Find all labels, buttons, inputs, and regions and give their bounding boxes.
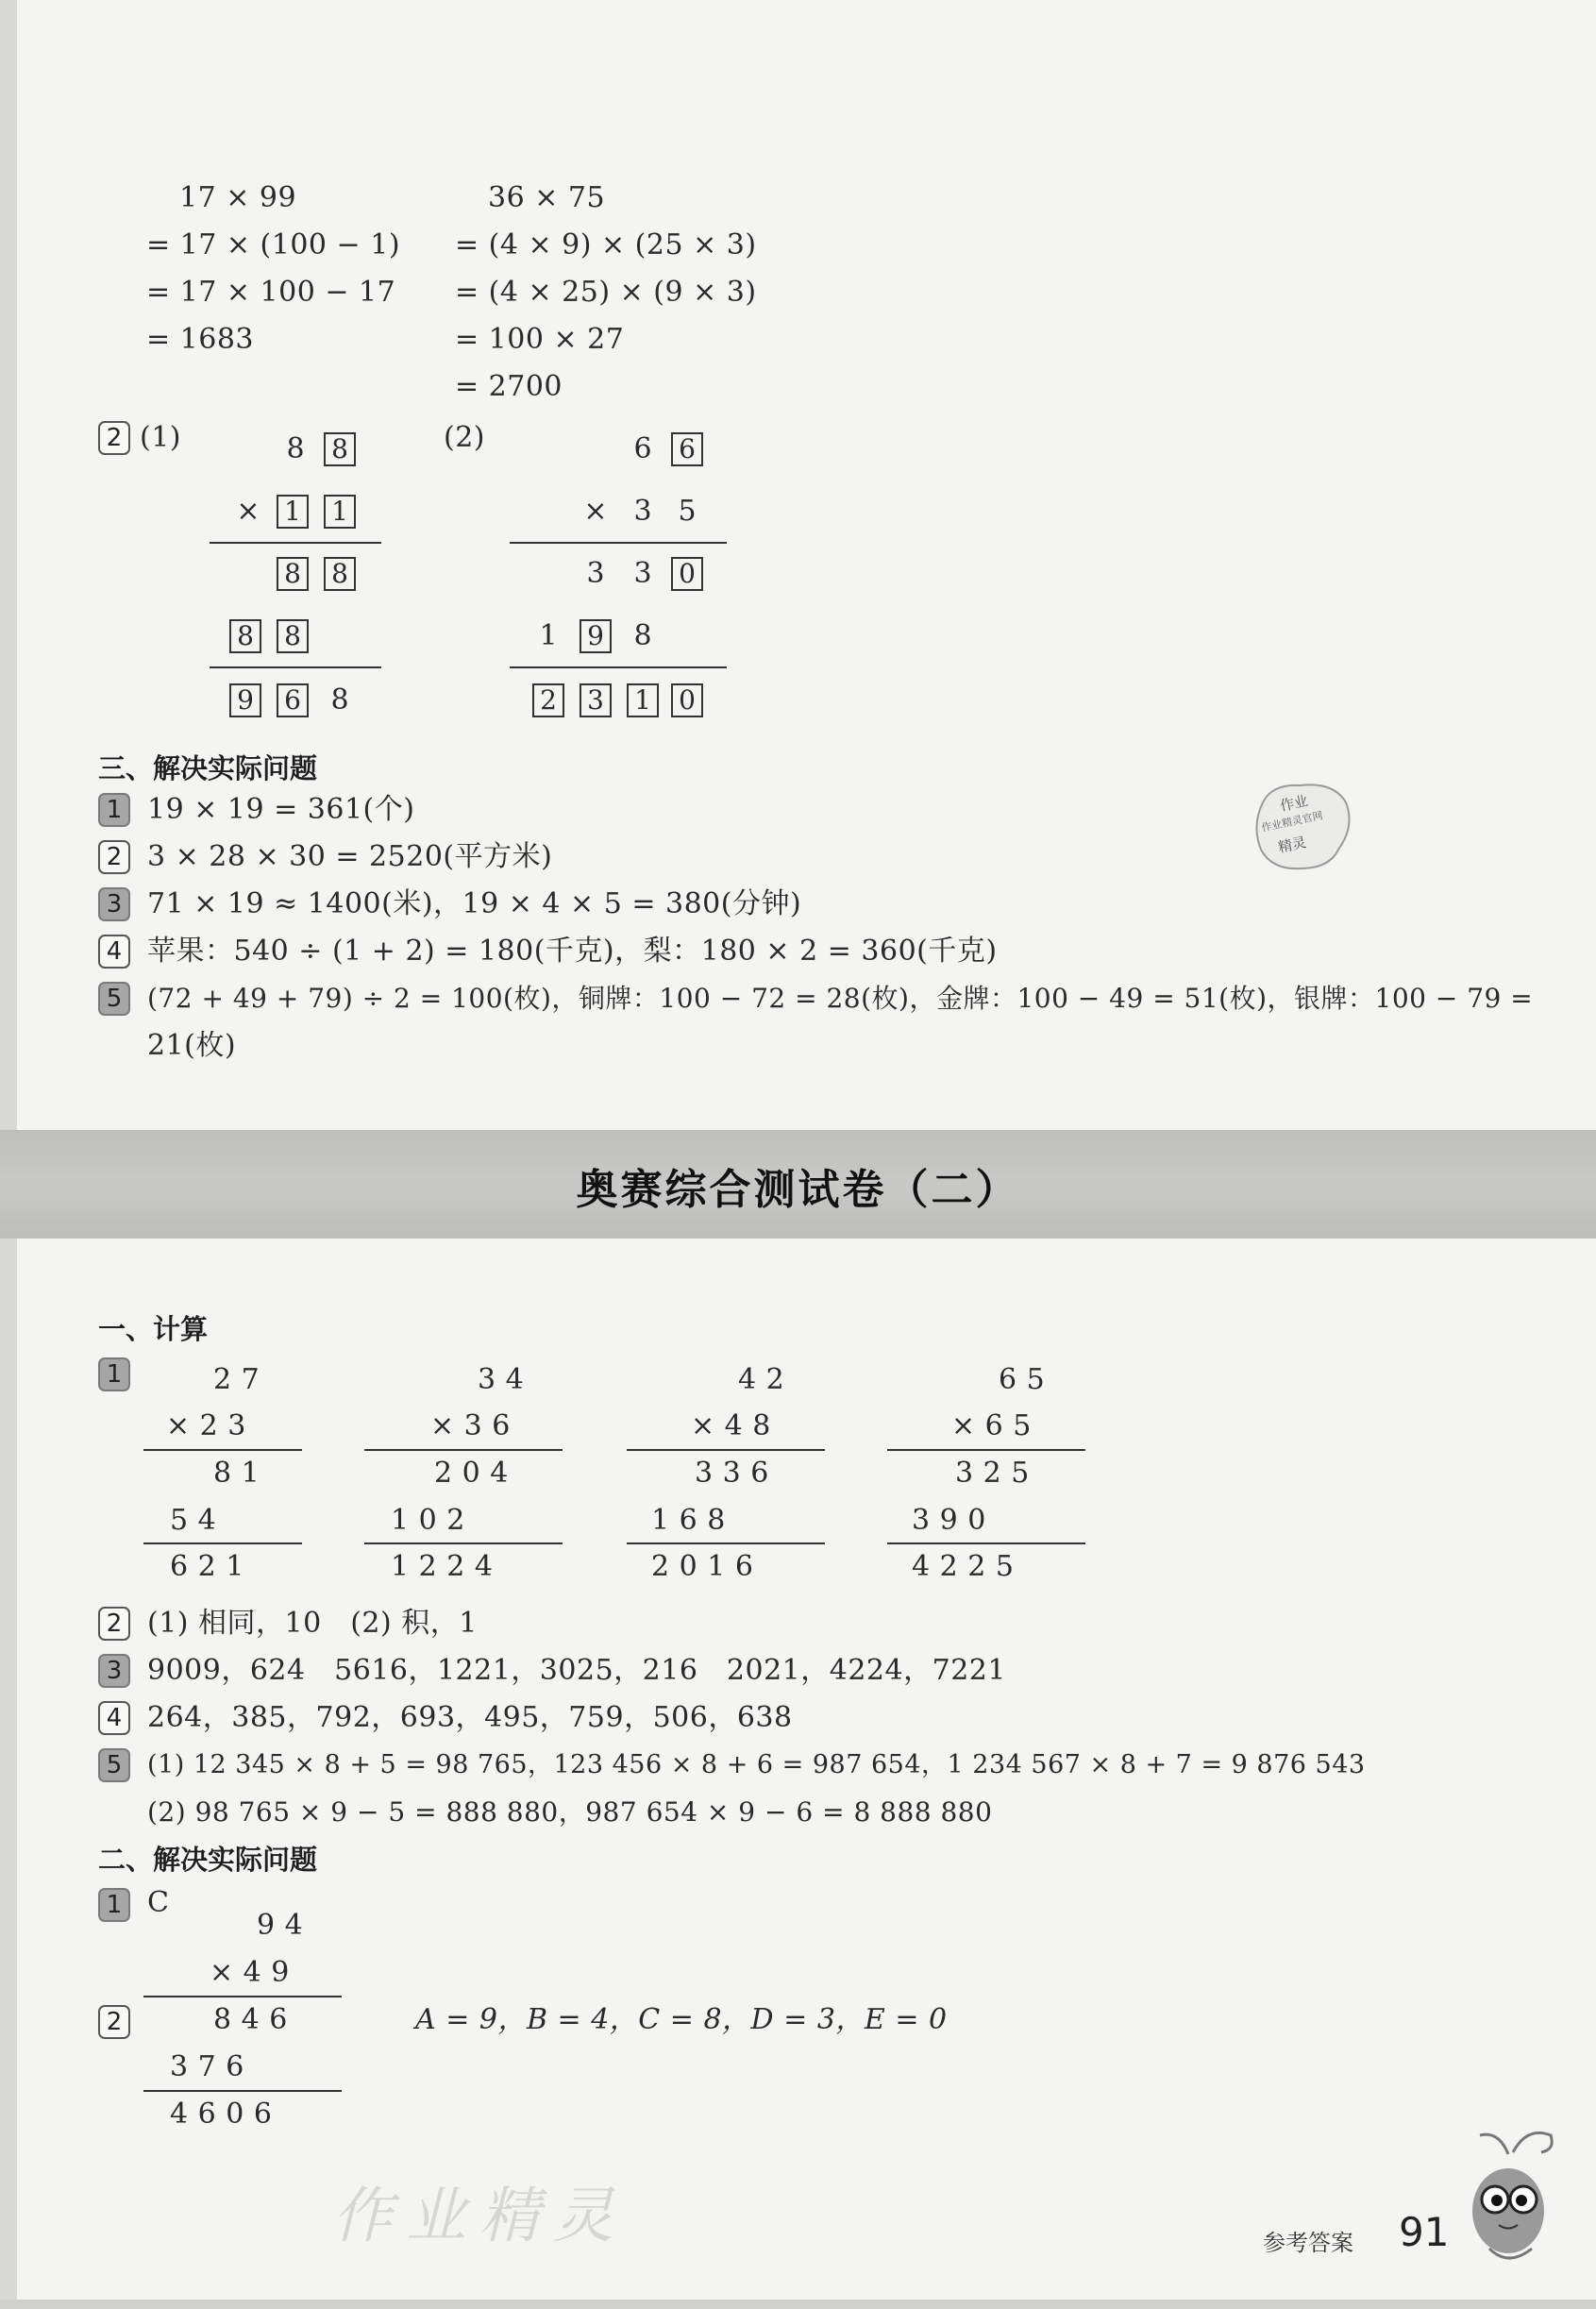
mult-row: 8 1 <box>213 1457 260 1490</box>
answer-box: 3 <box>580 683 612 717</box>
answer-box: 1 <box>627 683 659 717</box>
mult-row: 3 9 0 <box>912 1504 986 1537</box>
mult-row: 1 0 2 <box>391 1504 465 1537</box>
calc-line: = 17 × (100 − 1) <box>146 228 401 261</box>
divider-line <box>364 1449 563 1451</box>
mult-row: × 2 3 <box>166 1409 246 1442</box>
watermark-text: 作业精灵 <box>332 2182 627 2251</box>
mult-row: 2 0 1 6 <box>651 1550 754 1583</box>
question-number-badge: 1 <box>98 793 130 827</box>
answer-text: (2) 98 765 × 9 − 5 = 888 880，987 654 × 9 − 6 = 8 888 880 <box>147 1796 993 1828</box>
question-number-badge: 2 <box>98 1607 130 1641</box>
calc-line: = 17 × 100 − 17 <box>146 276 396 309</box>
divider-line <box>510 666 727 668</box>
question-number-badge: 5 <box>98 1748 130 1782</box>
mult-row: 2 7 <box>213 1363 260 1396</box>
section-heading: 三、解决实际问题 <box>98 752 318 784</box>
digit: 8 <box>286 432 305 465</box>
mult-row: 6 2 1 <box>170 1550 244 1583</box>
digit: 3 <box>633 495 652 528</box>
mult-row: 1 2 2 4 <box>391 1550 494 1583</box>
mult-row: 4 2 2 5 <box>912 1550 1015 1583</box>
digit: 8 <box>633 619 652 652</box>
answer-text: C <box>147 1886 170 1919</box>
divider-line <box>510 542 727 544</box>
mult-row: 4 2 <box>738 1363 785 1396</box>
answer-box: 8 <box>277 557 309 591</box>
calc-line: = 100 × 27 <box>455 323 625 356</box>
page-bottom-edge <box>0 2300 1596 2309</box>
digit: 5 <box>678 495 697 528</box>
question-number-badge: 3 <box>98 1654 130 1688</box>
calc-line: = (4 × 9) × (25 × 3) <box>455 228 757 261</box>
divider-line <box>364 1542 563 1544</box>
digit: 1 <box>539 619 558 652</box>
part-label: (1) <box>140 421 181 454</box>
mult-row: 3 3 6 <box>695 1457 769 1490</box>
answer-text: (72 + 49 + 79) ÷ 2 = 100(枚)，铜牌：100 − 72 = 28(枚)，金牌：100 − 49 = 51(枚)，银牌：100 − 79 = <box>147 983 1534 1014</box>
mult-row: 9 4 <box>257 1909 304 1942</box>
answer-box: 0 <box>671 557 703 591</box>
divider-line <box>143 2090 342 2092</box>
divider-line <box>143 1542 302 1544</box>
answer-text: 71 × 19 ≈ 1400(米)，19 × 4 × 5 = 380(分钟) <box>147 887 802 920</box>
part-label: (2) <box>444 421 485 454</box>
divider-line <box>143 1996 342 1997</box>
calc-line: 36 × 75 <box>488 181 606 214</box>
answer-box: 2 <box>532 683 564 717</box>
mult-row: 2 0 4 <box>434 1457 509 1490</box>
answer-box: 8 <box>229 619 261 653</box>
mascot-icon <box>1461 2126 1565 2267</box>
mult-row: 6 5 <box>999 1363 1046 1396</box>
answer-text: 21(枚) <box>147 1029 237 1062</box>
section-heading: 一、计算 <box>98 1313 209 1345</box>
mult-row: 3 2 5 <box>955 1457 1030 1490</box>
calc-line: = 2700 <box>455 370 563 403</box>
answer-text: 苹果：540 ÷ (1 + 2) = 180(千克)，梨：180 × 2 = 360(千克) <box>147 935 998 968</box>
answer-box: 0 <box>671 683 703 717</box>
mult-row: × 4 8 <box>691 1409 771 1442</box>
answer-text: 9009，624 5616，1221，3025，216 2021，4224，7221 <box>147 1654 1006 1687</box>
mult-row: 3 7 6 <box>170 2050 244 2083</box>
digit: 6 <box>633 432 652 465</box>
times-sign: × <box>236 495 260 528</box>
page-number: 91 <box>1399 2209 1450 2255</box>
question-number-badge: 3 <box>98 887 130 921</box>
answer-box: 6 <box>277 683 309 717</box>
mult-row: × 6 5 <box>951 1409 1032 1442</box>
question-number-badge: 2 <box>98 421 130 455</box>
answer-text: A = 9，B = 4，C = 8，D = 3，E = 0 <box>415 2003 948 2036</box>
answer-box: 9 <box>580 619 612 653</box>
divider-line <box>627 1449 825 1451</box>
answer-box: 1 <box>324 495 356 529</box>
divider-line <box>627 1542 825 1544</box>
divider-line <box>143 1449 302 1451</box>
times-sign: × <box>583 495 608 528</box>
question-number-badge: 2 <box>98 840 130 874</box>
mult-row: 5 4 <box>170 1504 217 1537</box>
banner-title: 奥赛综合测试卷（二） <box>576 1166 1020 1214</box>
question-number-badge: 1 <box>98 1888 130 1922</box>
calc-line: = (4 × 25) × (9 × 3) <box>455 276 757 309</box>
answer-box: 8 <box>324 557 356 591</box>
answer-text: 3 × 28 × 30 = 2520(平方米) <box>147 840 553 873</box>
footer-label: 参考答案 <box>1263 2230 1353 2256</box>
mult-row: 3 4 <box>478 1363 525 1396</box>
calc-line: = 1683 <box>146 323 255 356</box>
divider-line <box>887 1542 1085 1544</box>
answer-box: 6 <box>671 432 703 466</box>
answer-box: 1 <box>277 495 309 529</box>
question-number-badge: 2 <box>98 2005 130 2039</box>
divider-line <box>887 1449 1085 1451</box>
section-heading: 二、解决实际问题 <box>98 1844 318 1876</box>
question-number-badge: 5 <box>98 982 130 1016</box>
answer-text: 19 × 19 = 361(个) <box>147 793 415 826</box>
answer-box: 8 <box>277 619 309 653</box>
mult-row: 1 6 8 <box>651 1504 726 1537</box>
calc-line: 17 × 99 <box>179 181 297 214</box>
question-number-badge: 4 <box>98 1701 130 1735</box>
mult-row: 4 6 0 6 <box>170 2098 273 2131</box>
question-number-badge: 4 <box>98 935 130 969</box>
answer-box: 8 <box>324 432 356 466</box>
digit: 3 <box>586 557 605 590</box>
mult-row: 8 4 6 <box>213 2003 288 2036</box>
divider-line <box>210 542 381 544</box>
mult-row: × 4 9 <box>210 1956 290 1989</box>
mult-row: × 3 6 <box>430 1409 511 1442</box>
answer-text: (1) 相同，10 (2) 积，1 <box>147 1607 478 1640</box>
digit: 8 <box>330 683 349 716</box>
divider-line <box>210 666 381 668</box>
stamp-logo: 作业 作业精灵官网 精灵 <box>1244 774 1357 878</box>
answer-text: (1) 12 345 × 8 + 5 = 98 765，123 456 × 8 + 6 = 987 654，1 234 567 × 8 + 7 = 9 876 543 <box>147 1750 1366 1779</box>
digit: 3 <box>633 557 652 590</box>
answer-box: 9 <box>229 683 261 717</box>
answer-text: 264，385，792，693，495，759，506，638 <box>147 1701 793 1734</box>
question-number-badge: 1 <box>98 1357 130 1391</box>
